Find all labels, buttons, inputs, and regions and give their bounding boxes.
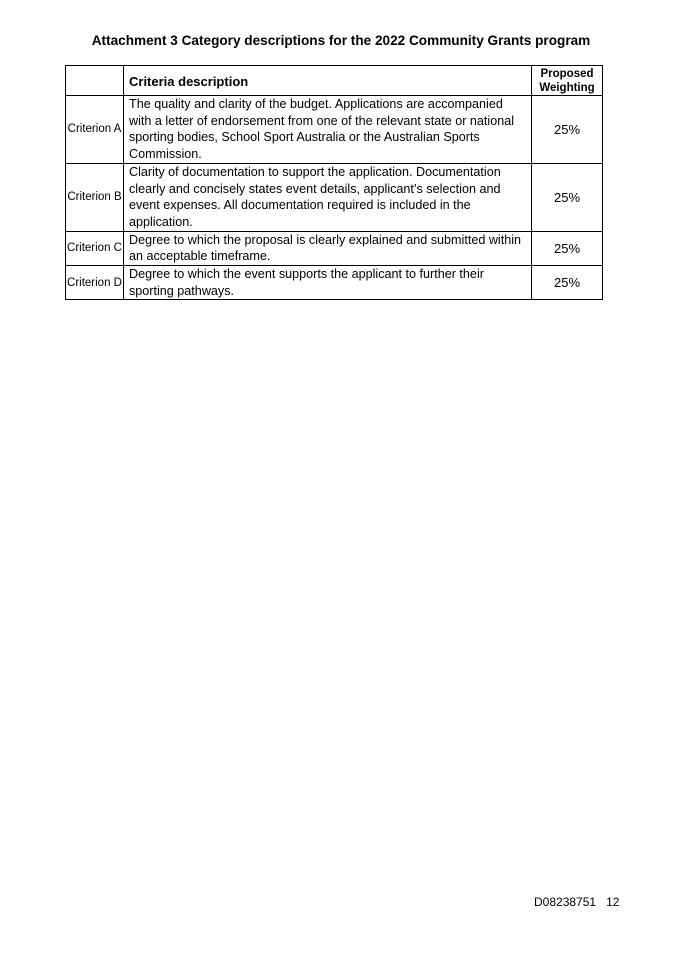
page-number: 12: [606, 895, 620, 909]
table-row: [66, 96, 603, 164]
page-title: Attachment 3 Category descriptions for the 2022 Community Grants program: [91, 33, 591, 48]
criterion-weighting: 25%: [532, 96, 603, 164]
header-description: Criteria description: [124, 66, 532, 96]
header-label-cell: [66, 66, 124, 96]
header-weighting: Proposed Weighting: [532, 66, 603, 96]
criterion-weighting: 25%: [532, 231, 603, 265]
criterion-weighting: 25%: [532, 266, 603, 300]
criterion-description: Clarity of documentation to support the application. Documentation clearly and concisely states event details, applicant’s selection and event expenses. All documentation required is included in the application.: [124, 163, 532, 231]
criterion-description: Degree to which the event supports the applicant to further their sporting pathways.: [124, 266, 532, 300]
table-row: [66, 231, 603, 265]
table-row: [66, 266, 603, 300]
criterion-description: The quality and clarity of the budget. Applications are accompanied with a letter of endorsement from one of the relevant state or national sporting bodies, School Sport Australia or the Australian Sports Commission.: [124, 96, 532, 164]
criterion-label: Criterion D: [66, 266, 124, 300]
criterion-label: Criterion A: [66, 96, 124, 164]
criteria-table: [65, 65, 603, 300]
criterion-label: Criterion B: [66, 163, 124, 231]
table-row: [66, 163, 603, 231]
document-reference: [534, 895, 619, 909]
criterion-label: Criterion C: [66, 231, 124, 265]
table-header-row: [66, 66, 603, 96]
criterion-description: Degree to which the proposal is clearly explained and submitted within an acceptable timeframe.: [124, 231, 532, 265]
document-id: D08238751: [534, 895, 597, 909]
criterion-weighting: 25%: [532, 163, 603, 231]
